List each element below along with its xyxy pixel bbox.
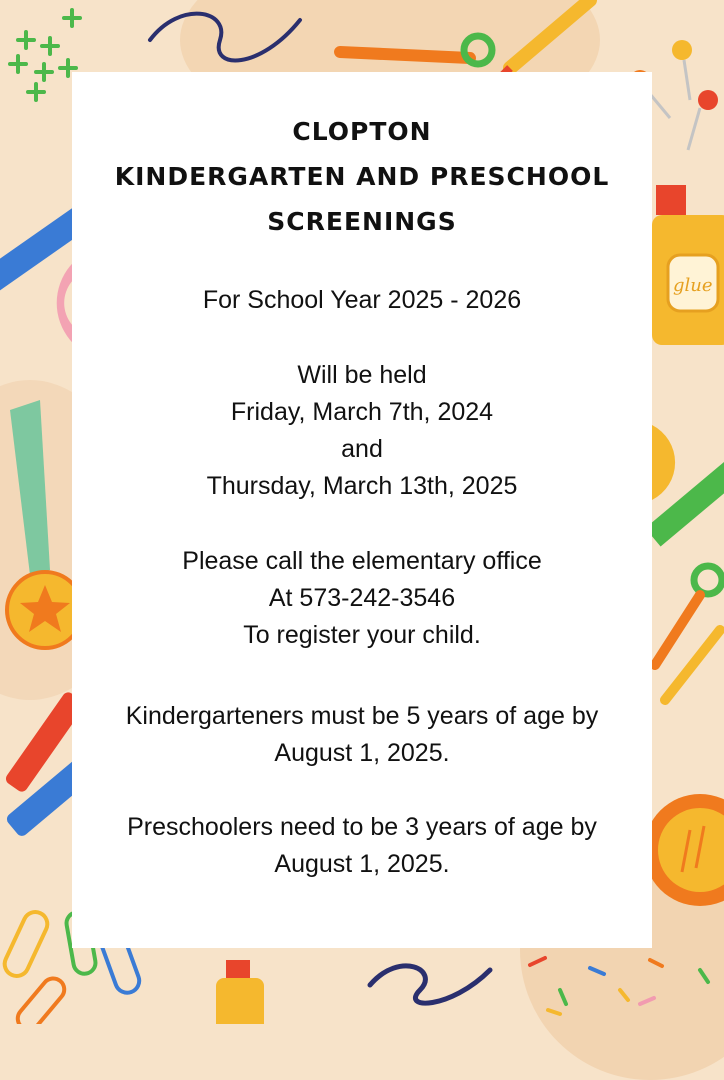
preschool-age-requirement: Preschoolers need to be 3 years of age by	[127, 813, 597, 841]
squiggle-line-icon	[150, 14, 300, 61]
held-intro: Will be held	[297, 361, 427, 389]
scissors-icon	[340, 36, 492, 64]
and-text: and	[341, 435, 383, 463]
glue-bottle-icon	[216, 960, 264, 1024]
register-instruction: To register your child.	[243, 621, 481, 649]
title-screenings: SCREENINGS	[267, 207, 457, 236]
title-programs: KINDERGARTEN AND PRESCHOOL	[114, 162, 610, 191]
protractor-icon	[652, 425, 675, 500]
flyer-card	[72, 72, 652, 948]
scissors-icon	[655, 566, 722, 700]
school-year: For School Year 2025 - 2026	[202, 286, 522, 314]
screening-date-2: Thursday, March 13th, 2025	[206, 472, 518, 500]
phone-number: At 573-242-3546	[268, 584, 456, 612]
glue-label: glue	[673, 275, 713, 296]
preschool-age-date: August 1, 2025.	[274, 850, 450, 878]
glue-bottle-icon	[652, 185, 724, 345]
call-instruction: Please call the elementary office	[182, 547, 542, 575]
title-school: CLOPTON	[292, 117, 432, 146]
kindergarten-age-date: August 1, 2025.	[274, 739, 450, 767]
pencil-icon	[500, 0, 590, 78]
squiggle-line-icon	[370, 966, 490, 1003]
kindergarten-age-requirement: Kindergarteners must be 5 years of age by	[125, 702, 599, 730]
confetti-icon	[530, 958, 708, 1014]
screening-date-1: Friday, March 7th, 2024	[230, 398, 494, 426]
plus-signs-icon	[10, 10, 80, 100]
